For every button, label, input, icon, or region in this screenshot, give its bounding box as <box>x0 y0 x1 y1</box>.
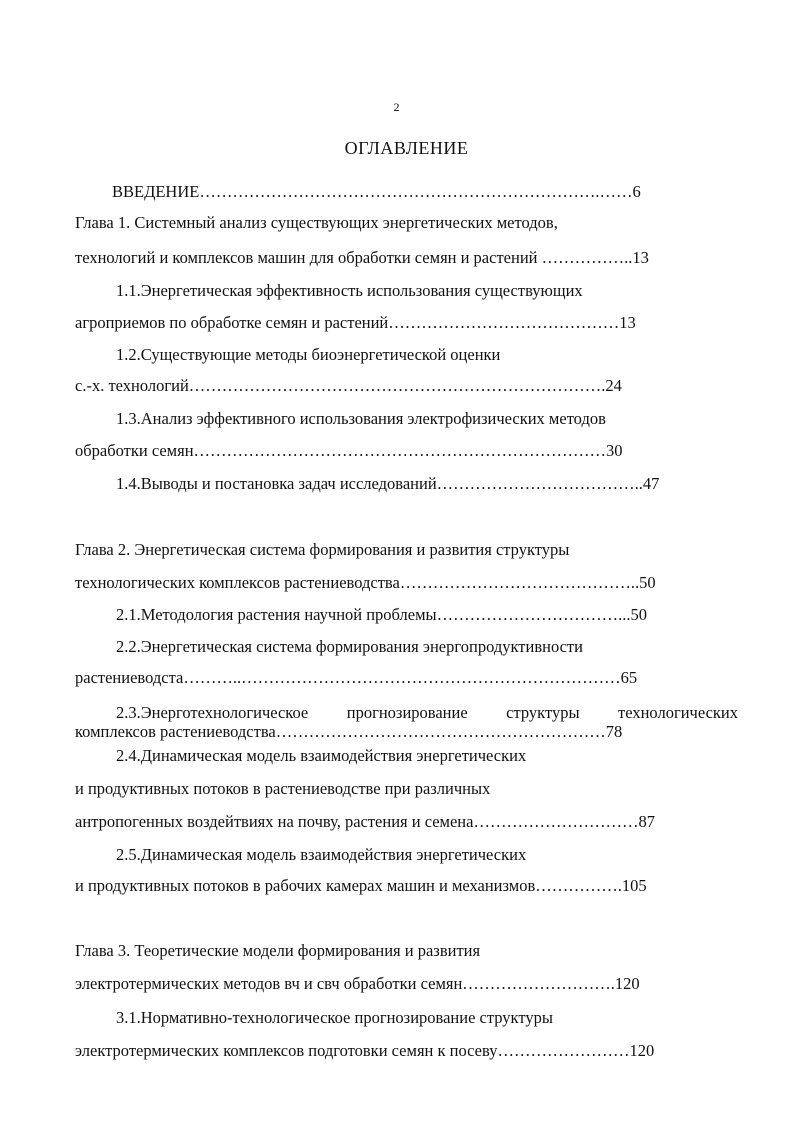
toc-section-2-3-word-4: технологических <box>618 703 738 722</box>
toc-section-2-4-line-2: и продуктивных потоков в растениеводстве при различных <box>75 779 491 798</box>
toc-title: ОГЛАВЛЕНИЕ <box>344 138 469 158</box>
toc-chapter-2-line-2: технологических комплексов растениеводства……………………………………..50 <box>75 573 656 592</box>
toc-section-3-1-line-2: электротермических комплексов подготовки семян к посеву……………………120 <box>75 1041 655 1060</box>
toc-section-1-2-line-1: 1.2.Существующие методы биоэнергетической оценки <box>116 345 501 364</box>
toc-section-2-1: 2.1.Методология растения научной проблемы……………………………...50 <box>116 605 647 624</box>
toc-section-2-4-line-3: антропогенных воздейтвиях на почву, растения и семена…………………………87 <box>75 812 655 831</box>
toc-chapter-2-line-1: Глава 2. Энергетическая система формирования и развития структуры <box>75 540 570 559</box>
toc-section-2-4-line-1: 2.4.Динамическая модель взаимодействия энергетических <box>116 746 527 765</box>
page-number: 2 <box>393 100 400 114</box>
toc-section-2-5-line-1: 2.5.Динамическая модель взаимодействия энергетических <box>116 845 527 864</box>
toc-section-2-3-line-1 <box>116 703 738 723</box>
toc-section-1-3-line-1: 1.3.Анализ эффективного использования электрофизических методов <box>116 409 606 428</box>
toc-section-1-1-line-2: агроприемов по обработке семян и растений……………………………………13 <box>75 313 636 332</box>
toc-section-1-2-line-2: с.-х. технологий………………………………………………………………….24 <box>75 376 622 395</box>
toc-section-2-3-word-3: структуры <box>506 703 580 722</box>
toc-section-2-2-line-1: 2.2.Энергетическая система формирования энергопродуктивности <box>116 637 583 656</box>
toc-chapter-1-line-2: технологий и комплексов машин для обработки семян и растений ……………..13 <box>75 248 649 267</box>
toc-section-2-5-line-2: и продуктивных потоков в рабочих камерах машин и механизмов…………….105 <box>75 876 647 895</box>
toc-section-2-3-word-2: прогнозирование <box>346 703 468 722</box>
toc-chapter-3-line-2: электротермических методов вч и свч обработки семян……………………….120 <box>75 974 640 993</box>
toc-section-3-1-line-1: 3.1.Нормативно-технологическое прогнозирование структуры <box>116 1008 553 1027</box>
toc-section-2-3-line-2: комплексов растениеводства……………………………………………………78 <box>75 722 623 741</box>
toc-section-2-2-line-2: растениеводста………..……………………………………………………………65 <box>75 668 638 687</box>
toc-section-1-1-line-1: 1.1.Энергетическая эффективность использования существующих <box>116 281 583 300</box>
toc-chapter-1-line-1: Глава 1. Системный анализ существующих энергетических методов, <box>75 213 558 232</box>
toc-chapter-3-line-1: Глава 3. Теоретические модели формирования и развития <box>75 941 481 960</box>
toc-section-2-3-word-1: 2.3.Энерготехнологическое <box>116 703 309 722</box>
toc-entry-introduction: ВВЕДЕНИЕ……………………………………………………………….……6 <box>112 182 641 201</box>
toc-section-1-3-line-2: обработки семян…………………………………………………………………30 <box>75 441 623 460</box>
toc-section-1-4: 1.4.Выводы и постановка задач исследований………………………………..47 <box>116 474 660 493</box>
